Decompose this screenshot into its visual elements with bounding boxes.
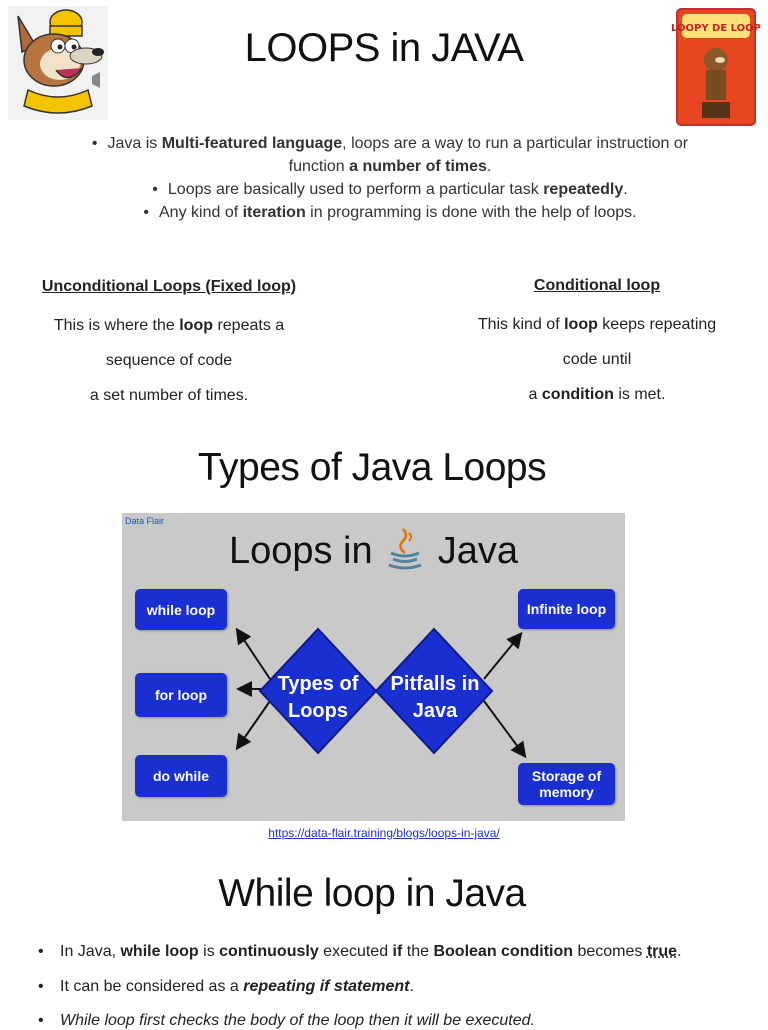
for-loop-box: for loop (135, 673, 227, 717)
infographic-connectors (122, 513, 625, 821)
do-while-box: do while (135, 755, 227, 797)
intro-line-1: • Java is Multi-featured language, loops are a way to run a particular instruction or (91, 135, 689, 152)
intro-line-2: • Loops are basically used to perform a particular task repeatedly. (152, 181, 628, 198)
infinite-loop-box: Infinite loop (518, 589, 615, 629)
intro-line-1-cont: function a number of times. (288, 158, 492, 175)
unconditional-line-2: sequence of code (105, 352, 233, 369)
types-of-java-loops-heading: Types of Java Loops (197, 446, 547, 489)
while-bullet-2: • It can be considered as a repeating if statement. (38, 978, 414, 995)
while-bullet-1: • In Java, while loop is continuously executed if the Boolean condition becomes true. (38, 943, 682, 960)
page-title: LOOPS in JAVA (244, 26, 524, 70)
unconditional-line-1: This is where the loop repeats a (53, 317, 285, 334)
types-of-loops-label: Types of Loops (277, 673, 359, 722)
unconditional-loops-column (24, 278, 314, 413)
while-loop-heading: While loop in Java (218, 872, 526, 915)
while-bullet-3: • While loop first checks the body of the loop then it will be executed. (38, 1012, 535, 1029)
source-link[interactable]: https://data-flair.training/blogs/loops-in-java/ (268, 826, 500, 840)
conditional-line-1: This kind of loop keeps repeating (477, 316, 717, 333)
intro-bullets (40, 132, 740, 224)
infographic-title: Loops in Java (122, 527, 625, 579)
conditional-line-3: a condition is met. (528, 386, 666, 403)
unconditional-heading: Unconditional Loops (Fixed loop) (41, 278, 297, 295)
while-loop-box: while loop (135, 589, 227, 630)
loopy-logo-text: LOOPY DE LOOP (670, 23, 762, 34)
pitfalls-in-java-label: Pitfalls in Java (390, 673, 480, 722)
intro-line-3: • Any kind of iteration in programming is done with the help of loops. (143, 204, 637, 221)
data-flair-logo: Data Flair (125, 516, 165, 526)
conditional-line-2: code until (562, 351, 632, 368)
loops-infographic (122, 513, 625, 821)
unconditional-line-3: a set number of times. (89, 387, 249, 404)
conditional-loop-column (452, 277, 742, 412)
conditional-heading: Conditional loop (533, 277, 661, 294)
storage-of-memory-box: Storage of memory (518, 763, 615, 805)
